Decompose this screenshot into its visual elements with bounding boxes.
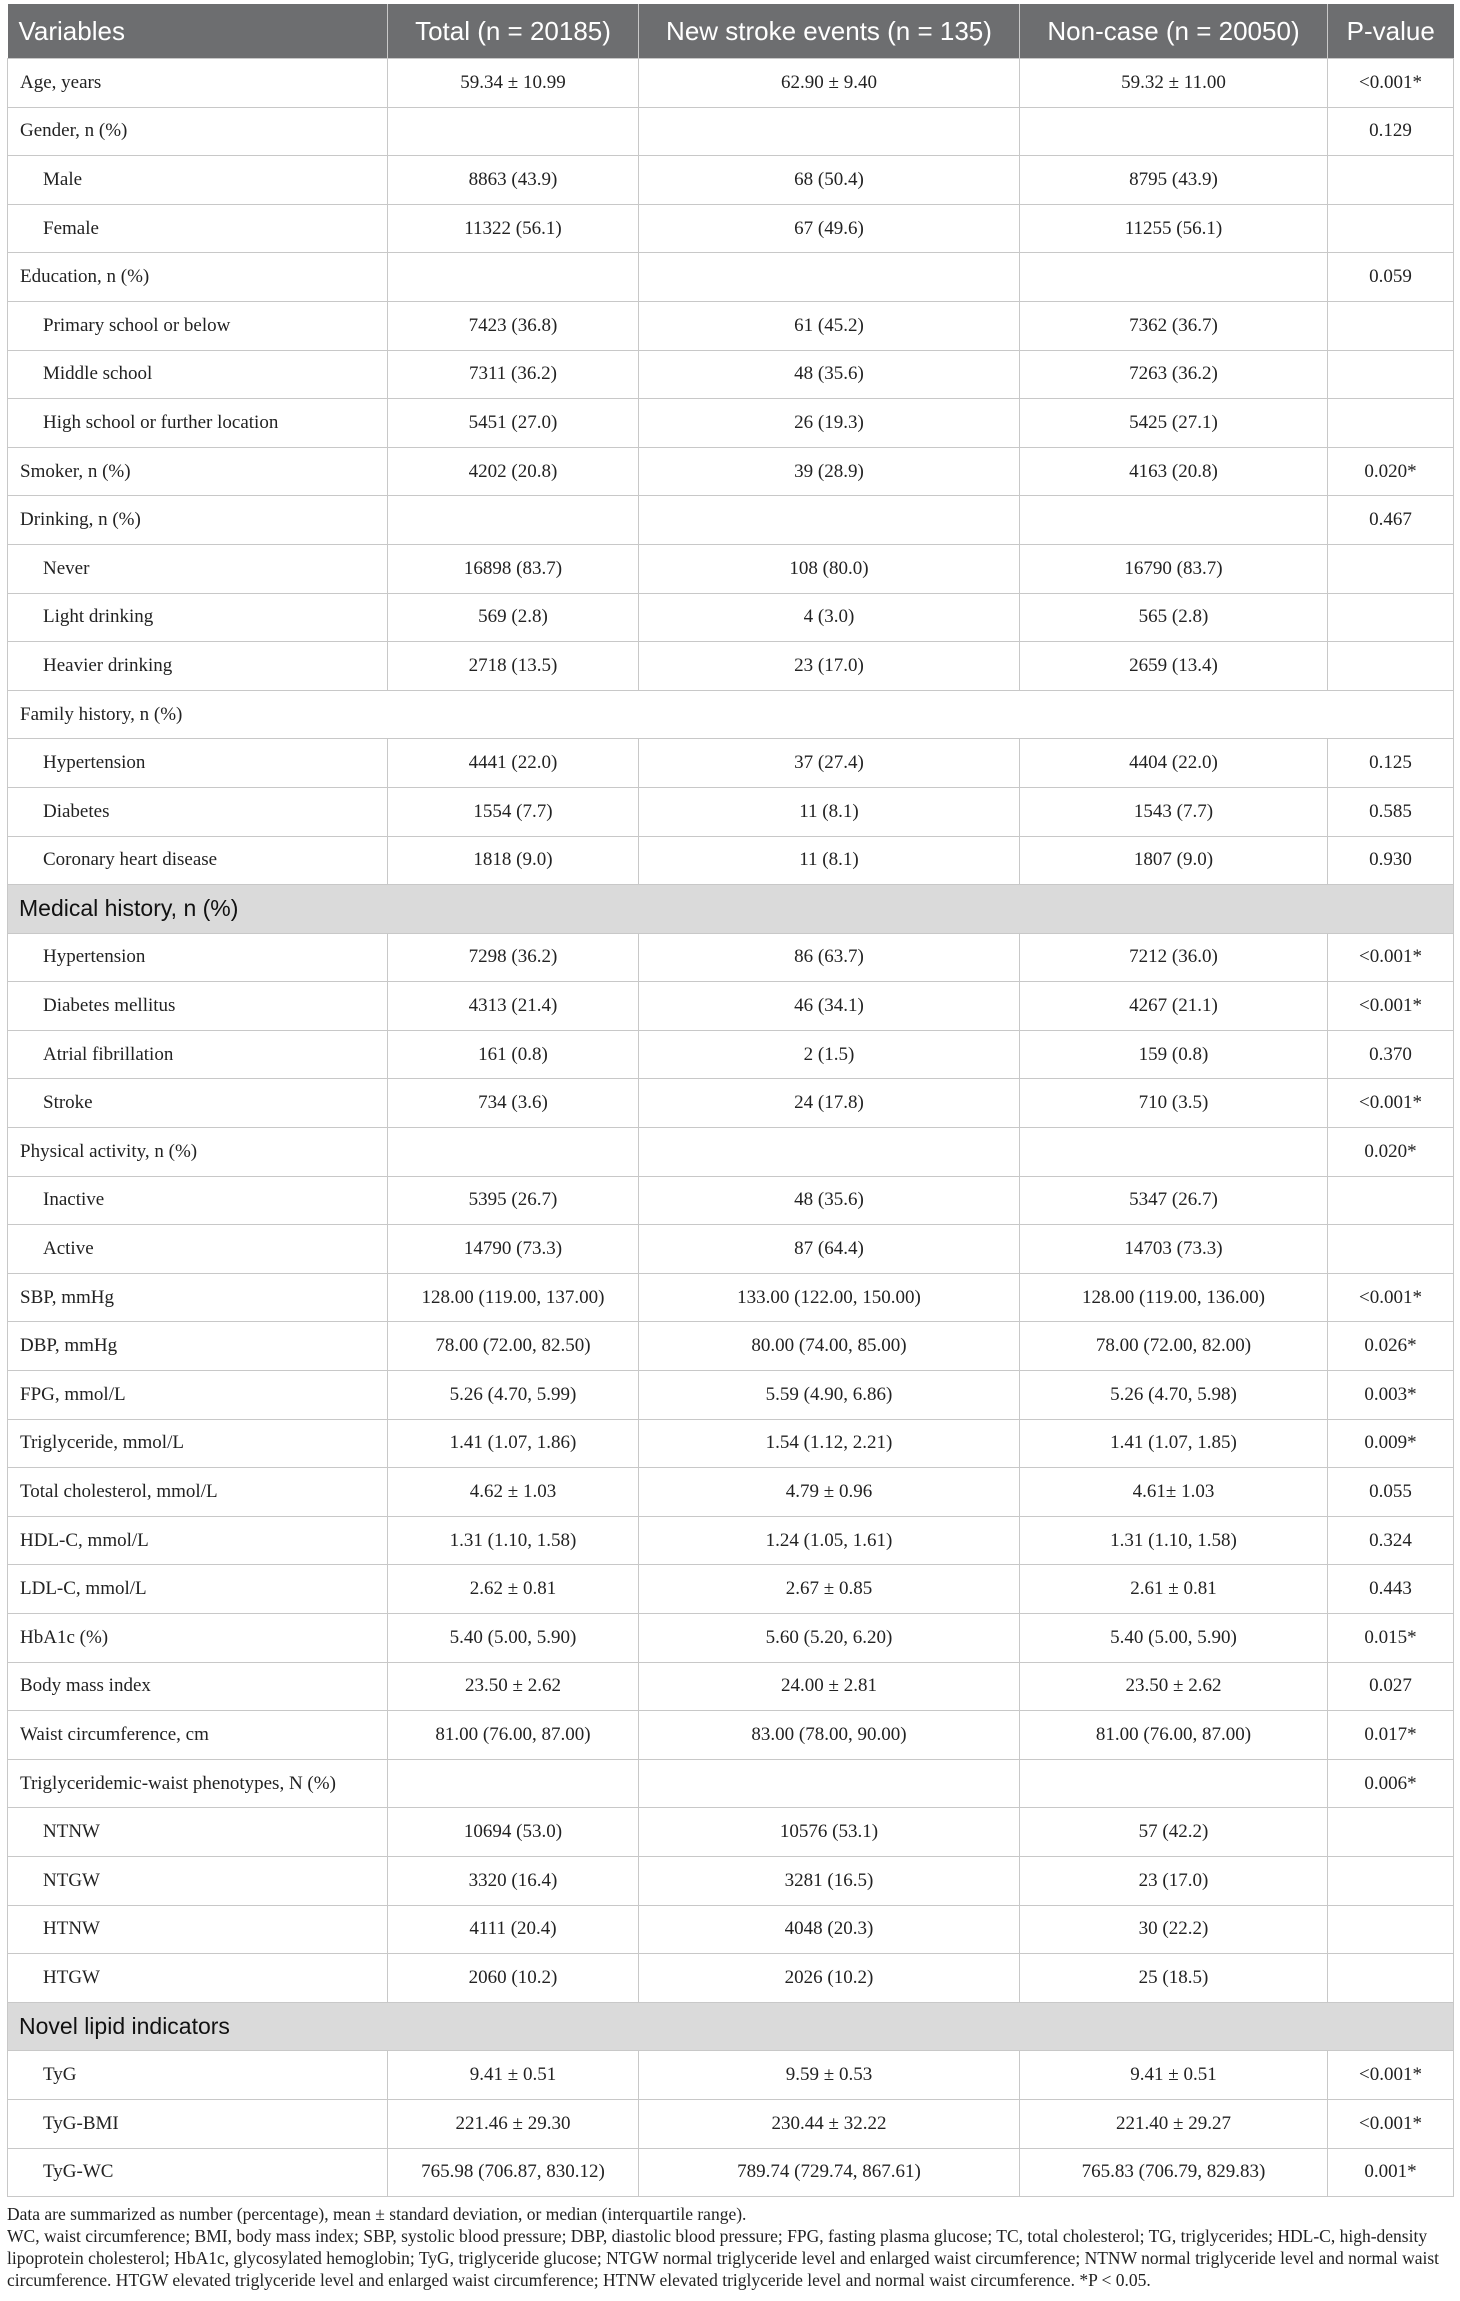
cell-non-case: 159 (0.8) [1020, 1030, 1328, 1079]
cell-total: 765.98 (706.87, 830.12) [388, 2148, 639, 2197]
table-row [8, 1128, 1454, 1177]
table-subrow [8, 1905, 1454, 1954]
cell-p-value: 0.129 [1328, 107, 1454, 156]
cell-p-value: 0.020* [1328, 447, 1454, 496]
cell-new-stroke: 1.24 (1.05, 1.61) [639, 1516, 1020, 1565]
cell-variable: Hypertension [8, 739, 388, 788]
table-subrow [8, 1808, 1454, 1857]
cell-variable: Primary school or below [8, 301, 388, 350]
header-variables: Variables [8, 4, 388, 59]
cell-variable: High school or further location [8, 399, 388, 448]
cell-total [388, 253, 639, 302]
header-p-value: P-value [1328, 4, 1454, 59]
table-row [8, 1371, 1454, 1420]
cell-p-value [1328, 1905, 1454, 1954]
table-subrow [8, 1225, 1454, 1274]
cell-new-stroke: 61 (45.2) [639, 301, 1020, 350]
cell-variable: Age, years [8, 59, 388, 108]
cell-non-case: 25 (18.5) [1020, 1954, 1328, 2003]
table-subrow [8, 1954, 1454, 2003]
cell-non-case: 8795 (43.9) [1020, 156, 1328, 205]
cell-non-case [1020, 496, 1328, 545]
cell-total: 5451 (27.0) [388, 399, 639, 448]
cell-p-value: 0.003* [1328, 1371, 1454, 1420]
cell-variable: Hypertension [8, 933, 388, 982]
cell-new-stroke: 2026 (10.2) [639, 1954, 1020, 2003]
cell-new-stroke: 11 (8.1) [639, 836, 1020, 885]
section-header-row [8, 2002, 1454, 2051]
cell-total: 1818 (9.0) [388, 836, 639, 885]
cell-non-case: 4267 (21.1) [1020, 982, 1328, 1031]
cell-p-value: 0.055 [1328, 1468, 1454, 1517]
cell-variable: Inactive [8, 1176, 388, 1225]
cell-p-value: <0.001* [1328, 933, 1454, 982]
cell-non-case: 9.41 ± 0.51 [1020, 2051, 1328, 2100]
cell-non-case: 765.83 (706.79, 829.83) [1020, 2148, 1328, 2197]
cell-new-stroke [639, 107, 1020, 156]
header-total: Total (n = 20185) [388, 4, 639, 59]
cell-p-value [1328, 204, 1454, 253]
cell-variable: Triglyceride, mmol/L [8, 1419, 388, 1468]
cell-total: 59.34 ± 10.99 [388, 59, 639, 108]
cell-p-value [1328, 399, 1454, 448]
cell-total: 14790 (73.3) [388, 1225, 639, 1274]
cell-new-stroke: 10576 (53.1) [639, 1808, 1020, 1857]
table-subrow [8, 1079, 1454, 1128]
table-subrow [8, 836, 1454, 885]
cell-non-case: 7263 (36.2) [1020, 350, 1328, 399]
cell-total: 8863 (43.9) [388, 156, 639, 205]
cell-new-stroke: 24 (17.8) [639, 1079, 1020, 1128]
cell-non-case [1020, 1128, 1328, 1177]
table-footnotes [7, 2203, 1453, 2291]
footnote-summary: Data are summarized as number (percentage), mean ± standard deviation, or median (interquartile range). [7, 2204, 747, 2225]
cell-new-stroke [639, 496, 1020, 545]
cell-total: 4313 (21.4) [388, 982, 639, 1031]
cell-p-value [1328, 1176, 1454, 1225]
cell-variable: Active [8, 1225, 388, 1274]
cell-p-value: 0.443 [1328, 1565, 1454, 1614]
cell-non-case: 5425 (27.1) [1020, 399, 1328, 448]
cell-variable: HDL-C, mmol/L [8, 1516, 388, 1565]
cell-non-case: 23 (17.0) [1020, 1856, 1328, 1905]
cell-total: 9.41 ± 0.51 [388, 2051, 639, 2100]
cell-p-value [1328, 350, 1454, 399]
cell-variable: Diabetes mellitus [8, 982, 388, 1031]
cell-total: 3320 (16.4) [388, 1856, 639, 1905]
cell-non-case: 4.61± 1.03 [1020, 1468, 1328, 1517]
cell-p-value: <0.001* [1328, 59, 1454, 108]
cell-non-case: 565 (2.8) [1020, 593, 1328, 642]
cell-variable: Physical activity, n (%) [8, 1128, 388, 1177]
cell-new-stroke: 5.60 (5.20, 6.20) [639, 1614, 1020, 1663]
cell-total: 161 (0.8) [388, 1030, 639, 1079]
section-title: Medical history, n (%) [8, 885, 1454, 934]
cell-total: 2060 (10.2) [388, 1954, 639, 2003]
cell-non-case: 221.40 ± 29.27 [1020, 2099, 1328, 2148]
cell-variable: DBP, mmHg [8, 1322, 388, 1371]
cell-p-value [1328, 593, 1454, 642]
cell-new-stroke [639, 1128, 1020, 1177]
cell-non-case: 7362 (36.7) [1020, 301, 1328, 350]
cell-total: 4202 (20.8) [388, 447, 639, 496]
cell-variable: HbA1c (%) [8, 1614, 388, 1663]
cell-total: 16898 (83.7) [388, 544, 639, 593]
cell-total: 7423 (36.8) [388, 301, 639, 350]
cell-p-value: 0.009* [1328, 1419, 1454, 1468]
cell-new-stroke: 37 (27.4) [639, 739, 1020, 788]
cell-variable: Middle school [8, 350, 388, 399]
cell-variable: LDL-C, mmol/L [8, 1565, 388, 1614]
cell-total: 1.41 (1.07, 1.86) [388, 1419, 639, 1468]
footnote-abbreviations: WC, waist circumference; BMI, body mass index; SBP, systolic blood pressure; DBP, diastolic blood pressure; FPG, fasting plasma glucose; TC, total cholesterol; TG, triglycerides; HDL-C, high-density lipoprotein cholesterol; HbA1c, glycosylated hemoglobin; TyG, triglyceride glucose; NTGW normal triglyceride level and enlarged waist circumference; NTNW normal triglyceride level and normal waist circumference. HTGW elevated triglyceride level and enlarged waist circumference; HTNW elevated triglyceride level and normal waist circumference. *P < 0.05. [7, 2226, 1440, 2291]
cell-variable: Diabetes [8, 787, 388, 836]
cell-new-stroke: 83.00 (78.00, 90.00) [639, 1711, 1020, 1760]
table-subrow [8, 2148, 1454, 2197]
table-subrow [8, 1176, 1454, 1225]
cell-non-case: 14703 (73.3) [1020, 1225, 1328, 1274]
header-new-stroke-events: New stroke events (n = 135) [639, 4, 1020, 59]
cell-p-value: <0.001* [1328, 982, 1454, 1031]
cell-variable: Light drinking [8, 593, 388, 642]
cell-p-value: 0.467 [1328, 496, 1454, 545]
cell-p-value: <0.001* [1328, 1273, 1454, 1322]
cell-non-case: 4163 (20.8) [1020, 447, 1328, 496]
cell-total: 4441 (22.0) [388, 739, 639, 788]
cell-p-value: 0.001* [1328, 2148, 1454, 2197]
cell-p-value [1328, 301, 1454, 350]
cell-non-case [1020, 107, 1328, 156]
cell-total: 7311 (36.2) [388, 350, 639, 399]
cell-variable: Atrial fibrillation [8, 1030, 388, 1079]
cell-p-value: 0.026* [1328, 1322, 1454, 1371]
cell-variable: Gender, n (%) [8, 107, 388, 156]
cell-p-value [1328, 642, 1454, 691]
cell-variable: Body mass index [8, 1662, 388, 1711]
cell-new-stroke: 3281 (16.5) [639, 1856, 1020, 1905]
cell-new-stroke: 1.54 (1.12, 2.21) [639, 1419, 1020, 1468]
table-subrow [8, 593, 1454, 642]
cell-new-stroke: 87 (64.4) [639, 1225, 1020, 1274]
cell-variable: Education, n (%) [8, 253, 388, 302]
table-subrow [8, 933, 1454, 982]
section-title: Novel lipid indicators [8, 2002, 1454, 2051]
cell-variable: TyG-BMI [8, 2099, 388, 2148]
cell-total [388, 496, 639, 545]
cell-variable: SBP, mmHg [8, 1273, 388, 1322]
cell-p-value [1328, 1225, 1454, 1274]
cell-new-stroke: 67 (49.6) [639, 204, 1020, 253]
cell-non-case [1020, 253, 1328, 302]
table-subrow [8, 544, 1454, 593]
cell-p-value: 0.020* [1328, 1128, 1454, 1177]
table-row [8, 496, 1454, 545]
cell-total: 23.50 ± 2.62 [388, 1662, 639, 1711]
cell-p-value: 0.006* [1328, 1759, 1454, 1808]
cell-non-case: 7212 (36.0) [1020, 933, 1328, 982]
cell-variable: Coronary heart disease [8, 836, 388, 885]
cell-total: 1.31 (1.10, 1.58) [388, 1516, 639, 1565]
cell-new-stroke: 2 (1.5) [639, 1030, 1020, 1079]
cell-variable: NTGW [8, 1856, 388, 1905]
cell-variable: HTNW [8, 1905, 388, 1954]
cell-non-case: 11255 (56.1) [1020, 204, 1328, 253]
cell-total: 221.46 ± 29.30 [388, 2099, 639, 2148]
table-subrow [8, 1030, 1454, 1079]
cell-non-case: 128.00 (119.00, 136.00) [1020, 1273, 1328, 1322]
cell-new-stroke: 39 (28.9) [639, 447, 1020, 496]
table-subrow [8, 642, 1454, 691]
cell-non-case: 57 (42.2) [1020, 1808, 1328, 1857]
cell-new-stroke: 24.00 ± 2.81 [639, 1662, 1020, 1711]
cell-total [388, 1128, 639, 1177]
table-body [8, 59, 1454, 2197]
table-row [8, 1614, 1454, 1663]
table-subrow [8, 982, 1454, 1031]
cell-variable: TyG-WC [8, 2148, 388, 2197]
cell-p-value [1328, 1856, 1454, 1905]
cell-new-stroke: 62.90 ± 9.40 [639, 59, 1020, 108]
cell-new-stroke: 2.67 ± 0.85 [639, 1565, 1020, 1614]
cell-variable: Smoker, n (%) [8, 447, 388, 496]
cell-total: 5.26 (4.70, 5.99) [388, 1371, 639, 1420]
cell-total: 78.00 (72.00, 82.50) [388, 1322, 639, 1371]
table-row [8, 1322, 1454, 1371]
cell-variable: NTNW [8, 1808, 388, 1857]
cell-new-stroke: 5.59 (4.90, 6.86) [639, 1371, 1020, 1420]
cell-new-stroke [639, 253, 1020, 302]
cell-p-value: 0.125 [1328, 739, 1454, 788]
cell-p-value: 0.324 [1328, 1516, 1454, 1565]
cell-variable: Female [8, 204, 388, 253]
table-header-row [8, 4, 1454, 59]
table-subrow [8, 156, 1454, 205]
cell-p-value: 0.585 [1328, 787, 1454, 836]
cell-variable: Total cholesterol, mmol/L [8, 1468, 388, 1517]
cell-variable: FPG, mmol/L [8, 1371, 388, 1420]
cell-total: 2718 (13.5) [388, 642, 639, 691]
cell-p-value [1328, 1808, 1454, 1857]
baseline-characteristics-table [7, 4, 1454, 2197]
cell-non-case: 78.00 (72.00, 82.00) [1020, 1322, 1328, 1371]
table-row [8, 1759, 1454, 1808]
cell-p-value: 0.059 [1328, 253, 1454, 302]
cell-total: 1554 (7.7) [388, 787, 639, 836]
table-row [8, 447, 1454, 496]
cell-non-case: 2.61 ± 0.81 [1020, 1565, 1328, 1614]
cell-p-value [1328, 156, 1454, 205]
cell-total [388, 107, 639, 156]
cell-new-stroke: 23 (17.0) [639, 642, 1020, 691]
cell-p-value: 0.015* [1328, 1614, 1454, 1663]
cell-variable: HTGW [8, 1954, 388, 2003]
cell-new-stroke [639, 1759, 1020, 1808]
cell-p-value: <0.001* [1328, 2051, 1454, 2100]
cell-total: 11322 (56.1) [388, 204, 639, 253]
cell-non-case: 30 (22.2) [1020, 1905, 1328, 1954]
cell-non-case: 1.31 (1.10, 1.58) [1020, 1516, 1328, 1565]
cell-non-case: 16790 (83.7) [1020, 544, 1328, 593]
cell-p-value: 0.017* [1328, 1711, 1454, 1760]
cell-non-case: 2659 (13.4) [1020, 642, 1328, 691]
table-subrow [8, 350, 1454, 399]
cell-p-value: 0.370 [1328, 1030, 1454, 1079]
cell-p-value [1328, 544, 1454, 593]
cell-variable: Drinking, n (%) [8, 496, 388, 545]
cell-total [388, 1759, 639, 1808]
cell-new-stroke: 4 (3.0) [639, 593, 1020, 642]
cell-new-stroke: 230.44 ± 32.22 [639, 2099, 1020, 2148]
table-row [8, 1468, 1454, 1517]
cell-non-case: 5.26 (4.70, 5.98) [1020, 1371, 1328, 1420]
cell-total: 4.62 ± 1.03 [388, 1468, 639, 1517]
cell-variable: Male [8, 156, 388, 205]
cell-total: 128.00 (119.00, 137.00) [388, 1273, 639, 1322]
cell-non-case: 1.41 (1.07, 1.85) [1020, 1419, 1328, 1468]
table-row [8, 1273, 1454, 1322]
table-row [8, 1711, 1454, 1760]
cell-total: 4111 (20.4) [388, 1905, 639, 1954]
table-row [8, 253, 1454, 302]
cell-variable: Stroke [8, 1079, 388, 1128]
cell-total: 2.62 ± 0.81 [388, 1565, 639, 1614]
table-subrow [8, 739, 1454, 788]
cell-total: 7298 (36.2) [388, 933, 639, 982]
cell-new-stroke: 4.79 ± 0.96 [639, 1468, 1020, 1517]
table-subrow [8, 301, 1454, 350]
cell-total: 5395 (26.7) [388, 1176, 639, 1225]
cell-variable: Triglyceridemic-waist phenotypes, N (%) [8, 1759, 388, 1808]
table-row [8, 1419, 1454, 1468]
cell-new-stroke: 789.74 (729.74, 867.61) [639, 2148, 1020, 2197]
cell-variable: Heavier drinking [8, 642, 388, 691]
cell-new-stroke: 133.00 (122.00, 150.00) [639, 1273, 1020, 1322]
cell-p-value [1328, 1954, 1454, 2003]
cell-non-case [1020, 1759, 1328, 1808]
cell-new-stroke: 26 (19.3) [639, 399, 1020, 448]
cell-p-value: 0.930 [1328, 836, 1454, 885]
header-non-case: Non-case (n = 20050) [1020, 4, 1328, 59]
cell-new-stroke: 86 (63.7) [639, 933, 1020, 982]
table-subrow [8, 204, 1454, 253]
cell-p-value: <0.001* [1328, 2099, 1454, 2148]
cell-new-stroke: 4048 (20.3) [639, 1905, 1020, 1954]
baseline-characteristics-table-container [7, 4, 1453, 2291]
cell-non-case: 1543 (7.7) [1020, 787, 1328, 836]
group-title: Family history, n (%) [8, 690, 1454, 739]
table-row [8, 1662, 1454, 1711]
cell-total: 734 (3.6) [388, 1079, 639, 1128]
cell-total: 81.00 (76.00, 87.00) [388, 1711, 639, 1760]
cell-total: 5.40 (5.00, 5.90) [388, 1614, 639, 1663]
table-row [8, 59, 1454, 108]
cell-p-value: <0.001* [1328, 1079, 1454, 1128]
cell-non-case: 5.40 (5.00, 5.90) [1020, 1614, 1328, 1663]
table-subrow [8, 2051, 1454, 2100]
table-subrow [8, 1856, 1454, 1905]
cell-non-case: 23.50 ± 2.62 [1020, 1662, 1328, 1711]
table-row [8, 1516, 1454, 1565]
table-subrow [8, 787, 1454, 836]
cell-non-case: 710 (3.5) [1020, 1079, 1328, 1128]
cell-variable: Waist circumference, cm [8, 1711, 388, 1760]
table-row [8, 1565, 1454, 1614]
cell-non-case: 5347 (26.7) [1020, 1176, 1328, 1225]
cell-new-stroke: 48 (35.6) [639, 350, 1020, 399]
cell-non-case: 81.00 (76.00, 87.00) [1020, 1711, 1328, 1760]
section-header-row [8, 885, 1454, 934]
cell-non-case: 1807 (9.0) [1020, 836, 1328, 885]
cell-non-case: 4404 (22.0) [1020, 739, 1328, 788]
cell-new-stroke: 80.00 (74.00, 85.00) [639, 1322, 1020, 1371]
table-subrow [8, 2099, 1454, 2148]
cell-variable: TyG [8, 2051, 388, 2100]
table-row [8, 107, 1454, 156]
cell-new-stroke: 9.59 ± 0.53 [639, 2051, 1020, 2100]
group-header-row [8, 690, 1454, 739]
cell-new-stroke: 11 (8.1) [639, 787, 1020, 836]
cell-new-stroke: 108 (80.0) [639, 544, 1020, 593]
cell-new-stroke: 46 (34.1) [639, 982, 1020, 1031]
table-subrow [8, 399, 1454, 448]
cell-total: 569 (2.8) [388, 593, 639, 642]
cell-new-stroke: 48 (35.6) [639, 1176, 1020, 1225]
cell-total: 10694 (53.0) [388, 1808, 639, 1857]
cell-p-value: 0.027 [1328, 1662, 1454, 1711]
cell-new-stroke: 68 (50.4) [639, 156, 1020, 205]
cell-variable: Never [8, 544, 388, 593]
cell-non-case: 59.32 ± 11.00 [1020, 59, 1328, 108]
